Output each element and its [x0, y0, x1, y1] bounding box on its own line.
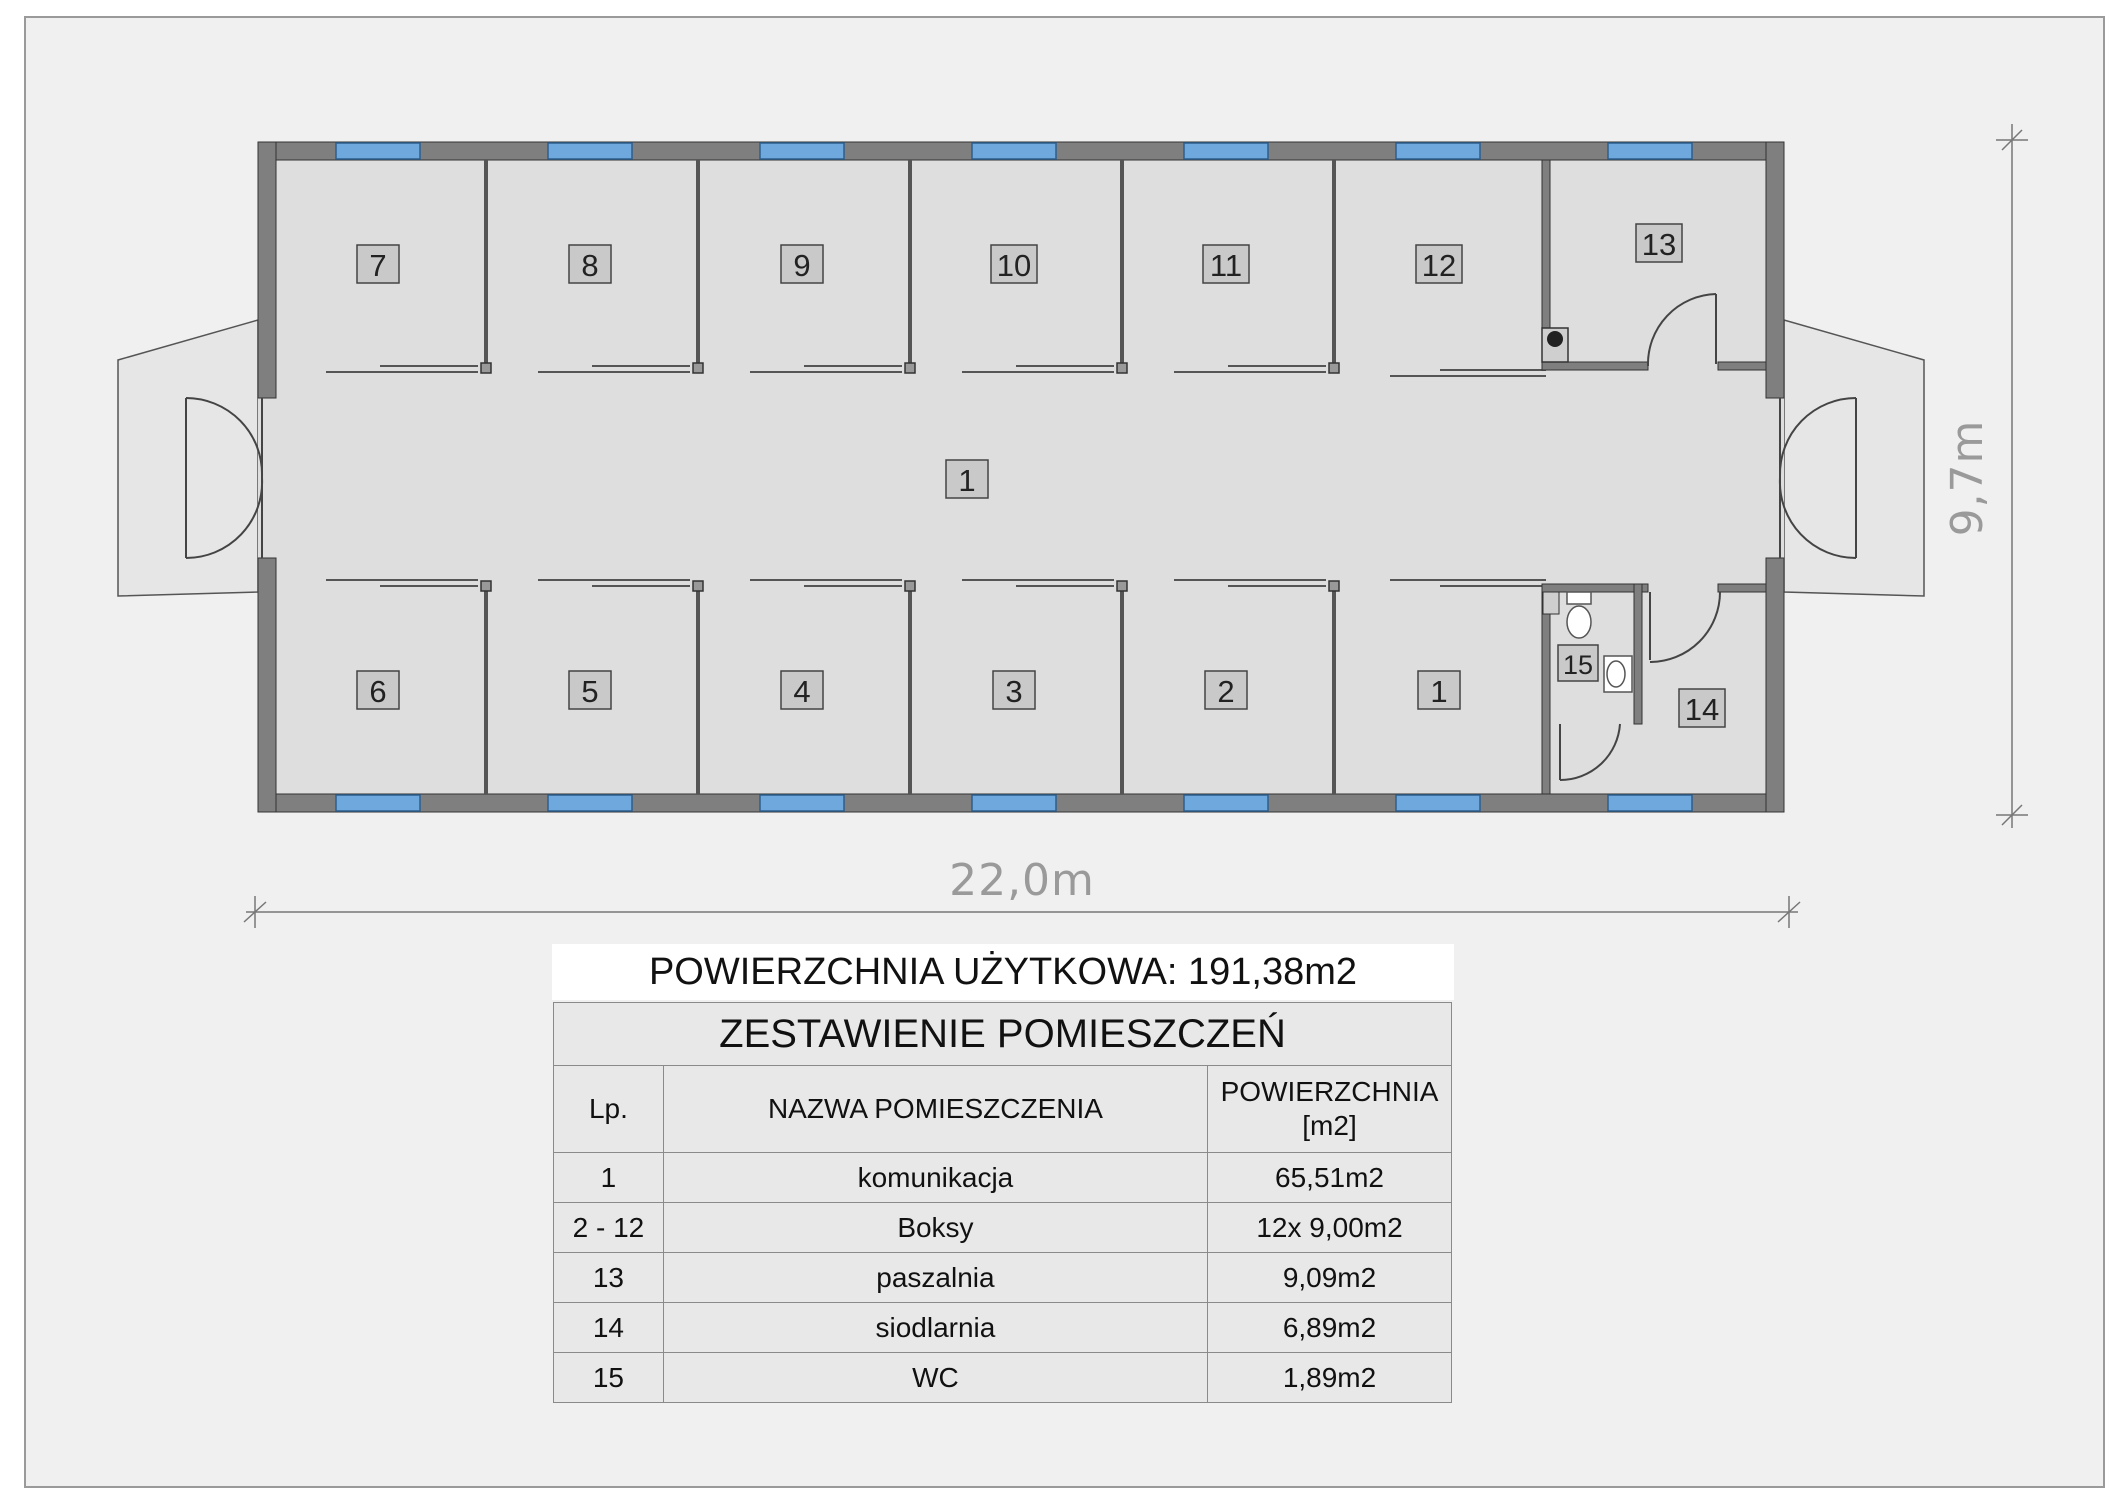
room-tag-11-label: 11 — [1209, 248, 1243, 283]
cell-area: 1,89m2 — [1208, 1353, 1452, 1403]
cell-area: 12x 9,00m2 — [1208, 1203, 1452, 1253]
room-tag-13 — [1636, 224, 1682, 262]
cell-name: komunikacja — [663, 1153, 1207, 1203]
table-row — [554, 1253, 1452, 1303]
room-tag-8 — [569, 245, 611, 283]
table-title: ZESTAWIENIE POMIESZCZEŃ — [554, 1003, 1452, 1066]
cell-lp: 13 — [554, 1253, 664, 1303]
room-tag-10 — [991, 245, 1037, 283]
table-title-row — [554, 1003, 1452, 1066]
room-tag-1-corridor — [946, 460, 988, 498]
height-dimension-line — [1996, 124, 2028, 828]
room-tag-4-label: 4 — [793, 674, 811, 709]
cell-name: Boksy — [663, 1203, 1207, 1253]
room-tag-14-label: 14 — [1684, 692, 1720, 727]
room-tag-11 — [1203, 245, 1249, 283]
table-row — [554, 1353, 1452, 1403]
height-dimension-label: 9,7m — [1942, 419, 1993, 537]
table-row — [554, 1303, 1452, 1353]
room-tag-8-label: 8 — [581, 248, 599, 283]
room-tag-9-label: 9 — [793, 248, 811, 283]
room-tag-1-box-label: 1 — [1430, 674, 1448, 709]
room-tag-1-corridor-label: 1 — [958, 463, 976, 498]
table-row — [554, 1153, 1452, 1203]
room-tag-3-label: 3 — [1005, 674, 1023, 709]
boiler-icon — [1542, 328, 1568, 362]
room-tag-4 — [781, 671, 823, 709]
header-room-name: NAZWA POMIESZCZENIA — [663, 1066, 1207, 1153]
cell-area: 9,09m2 — [1208, 1253, 1452, 1303]
cell-lp: 1 — [554, 1153, 664, 1203]
right-canopy — [1784, 320, 1924, 596]
header-lp: Lp. — [554, 1066, 664, 1153]
cell-lp: 15 — [554, 1353, 664, 1403]
header-area: POWIERZCHNIA [m2] — [1208, 1066, 1452, 1153]
usable-area-summary — [552, 944, 1454, 1000]
room-tag-13-label: 13 — [1641, 227, 1677, 262]
room-tag-14 — [1679, 689, 1725, 727]
cell-lp: 14 — [554, 1303, 664, 1353]
room-tag-9 — [781, 245, 823, 283]
wc-toilet-icon — [1567, 592, 1591, 638]
wc-sink-icon — [1604, 656, 1632, 692]
room-tag-6 — [357, 671, 399, 709]
usable-area-label: POWIERZCHNIA UŻYTKOWA: 191,38m2 — [648, 950, 1358, 993]
room-tag-2-label: 2 — [1217, 674, 1235, 709]
left-canopy — [118, 320, 258, 596]
cell-name: WC — [663, 1353, 1207, 1403]
room-tag-7-label: 7 — [369, 248, 387, 283]
cell-lp: 2 - 12 — [554, 1203, 664, 1253]
rooms-schedule-table — [553, 1002, 1452, 1403]
cell-area: 65,51m2 — [1208, 1153, 1452, 1203]
room-tag-15-label: 15 — [1562, 650, 1594, 680]
room-tag-5-label: 5 — [581, 674, 599, 709]
room-tag-7 — [357, 245, 399, 283]
table-row — [554, 1203, 1452, 1253]
cell-name: siodlarnia — [663, 1303, 1207, 1353]
width-dimension-label: 22,0m — [949, 855, 1095, 906]
wc-radiator-icon — [1543, 592, 1559, 614]
room-tag-2 — [1205, 671, 1247, 709]
room-tag-1-box — [1418, 671, 1460, 709]
room-tag-5 — [569, 671, 611, 709]
room-tag-10-label: 10 — [996, 248, 1032, 283]
room-tag-3 — [993, 671, 1035, 709]
room-tag-12-label: 12 — [1421, 248, 1457, 283]
room-tag-6-label: 6 — [369, 674, 387, 709]
table-header-row — [554, 1066, 1452, 1153]
cell-name: paszalnia — [663, 1253, 1207, 1303]
room-tag-15 — [1558, 645, 1598, 681]
room-tag-12 — [1416, 245, 1462, 283]
cell-area: 6,89m2 — [1208, 1303, 1452, 1353]
